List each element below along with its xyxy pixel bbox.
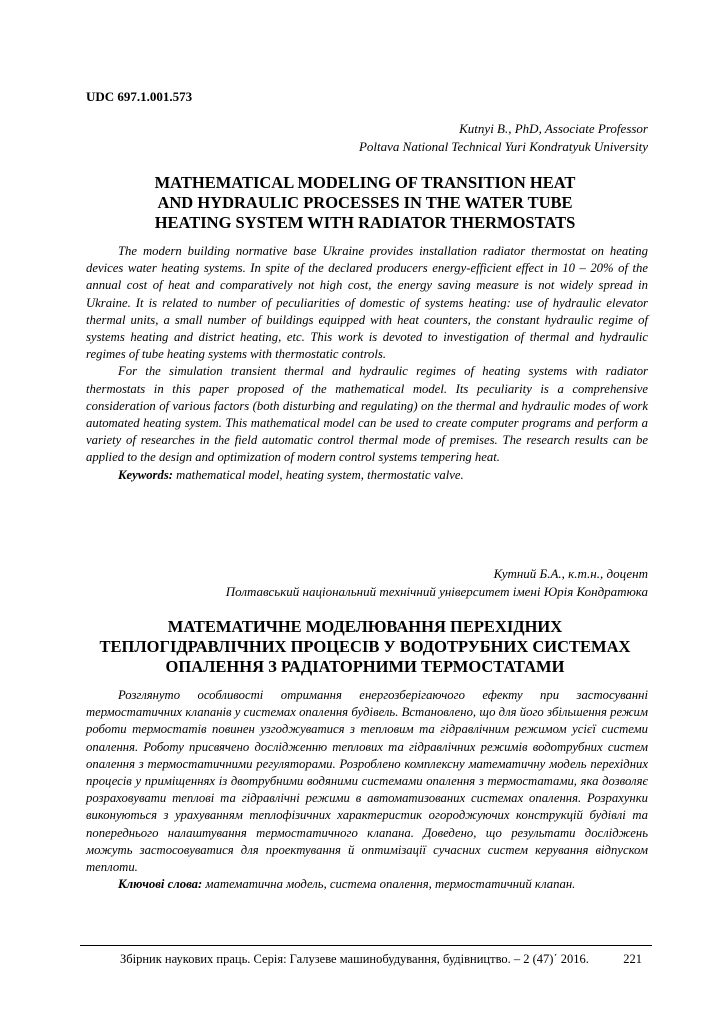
author-uk: Кутний Б.А., к.т.н., доцент bbox=[493, 566, 648, 581]
title-uk-line: ОПАЛЕННЯ З РАДІАТОРНИМИ ТЕРМОСТАТАМИ bbox=[165, 657, 565, 676]
affiliation-en: Poltava National Technical Yuri Kondratyuk University bbox=[358, 139, 648, 154]
title-en-line: AND HYDRAULIC PROCESSES IN THE WATER TUBE bbox=[157, 193, 573, 212]
title-uk bbox=[90, 617, 640, 677]
keywords-uk bbox=[86, 876, 648, 893]
title-uk-line: ТЕПЛОГІДРАВЛІЧНИХ ПРОЦЕСІВ У ВОДОТРУБНИХ СИСТЕМАХ bbox=[99, 637, 631, 656]
udc-code: UDC 697.1.001.573 bbox=[86, 89, 193, 104]
title-en-line: HEATING SYSTEM WITH RADIATOR THERMOSTATS bbox=[154, 213, 576, 232]
keywords-en-text: mathematical model, heating system, thermostatic valve. bbox=[172, 467, 464, 482]
title-uk-line: МАТЕМАТИЧНЕ МОДЕЛЮВАННЯ ПЕРЕХІДНИХ bbox=[167, 617, 563, 636]
affiliation-uk: Полтавський національний технічний університет імені Юрія Кондратюка bbox=[225, 584, 648, 599]
keywords-uk-label: Ключові слова: bbox=[118, 877, 203, 892]
title-en bbox=[90, 173, 640, 233]
abstract-en-paragraph: The modern building normative base Ukraine provides installation radiator thermostat on heating devices water heating systems. In spite of the declared producers energy-efficient effect in 10 – 20% of the annual cost of heat and comparatively not high cost, the energy saving measure is not widely spread in Ukraine. It is related to number of peculiarities of domestic of systems heating: use of hydraulic elevator thermal units, a small number of buildings equipped with heat counters, the constant hydraulic regime of systems heating and district heating, etc. This work is devoted to investigation of thermal and hydraulic regimes of tube heating systems with thermostatic controls. bbox=[86, 244, 648, 362]
author-en: Kutnyi B., PhD, Associate Professor bbox=[459, 121, 648, 136]
abstract-uk bbox=[86, 687, 648, 893]
title-en-line: MATHEMATICAL MODELING OF TRANSITION HEAT bbox=[154, 173, 576, 192]
keywords-uk-text: математична модель, система опалення, термостатичний клапан. bbox=[202, 877, 576, 892]
abstract-uk-paragraph: Розглянуто особливості отримання енергозберігаючого ефекту при застосуванні термостатичних клапанів у системах опалення будівель. Встановлено, що для його збільшення режим роботи термостатів повинен узгоджуватися з тепловим та гідравлічним режимом усієї системи опалення. Роботу присвячено дослідженню теплових та гідравлічних режимів водотрубних систем опалення з термостатичними регуляторами. Розроблено комплексну математичну модель перехідних процесів у приміщеннях із двотрубними водяними системами опалення з термостатами, яка дозволяє розраховувати теплові та гідравлічні режими в автоматизованих системах опалення. Розрахунки виконуються з урахуванням теплофізичних характеристик огороджуючих конструкцій будівлі та попереднього налаштування термостатичного клапана. Доведено, що результати досліджень можуть застосовуватися для проектування й оптимізації сучасних систем керування відпуском теплоти. bbox=[86, 688, 648, 875]
keywords-en bbox=[86, 467, 648, 484]
abstract-en-paragraph: For the simulation transient thermal and hydraulic regimes of heating systems with radiator thermostats in this paper proposed of the mathematical model. Its peculiarity is a comprehensive consideration of various factors (both disturbing and regulating) on the thermal and hydraulic modes of work automated heating system. This mathematical model can be used to create computer programs and perform a variety of researches in the field automatic control thermal mode of premises. The research results can be applied to the design and optimization of modern control systems tempering heat. bbox=[86, 364, 648, 465]
footer-divider bbox=[80, 945, 652, 946]
page-number: 221 bbox=[623, 952, 642, 966]
keywords-en-label: Keywords: bbox=[118, 467, 173, 482]
abstract-en bbox=[86, 243, 648, 484]
journal-footer: Збірник наукових праць. Серія: Галузеве машинобудування, будівництво. – 2 (47)΄ 2016. bbox=[120, 952, 589, 966]
